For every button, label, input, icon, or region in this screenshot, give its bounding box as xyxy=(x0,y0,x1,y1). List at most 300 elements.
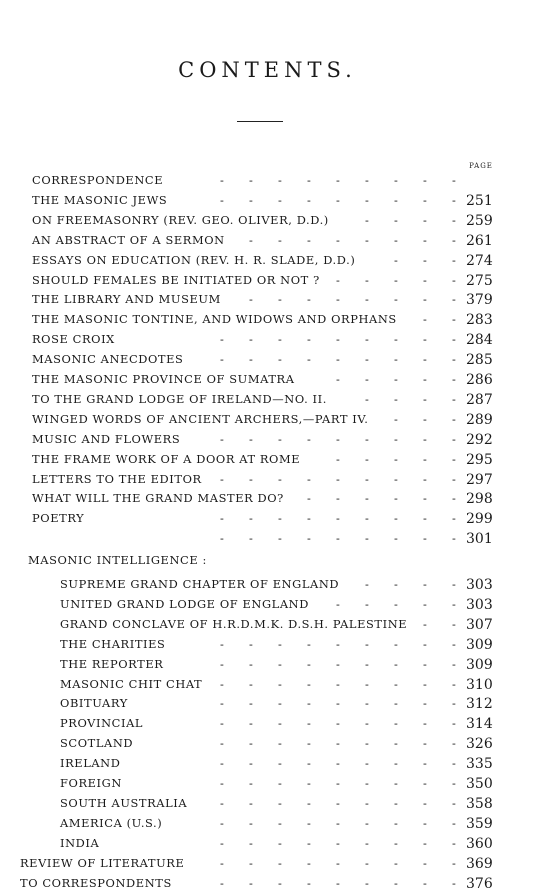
toc-entry xyxy=(0,289,535,309)
leader-dash: - xyxy=(336,736,341,751)
leader-dash: - xyxy=(394,252,399,267)
leader-dash: - xyxy=(394,511,399,526)
entry-page-number: 301 xyxy=(466,531,493,548)
entry-title: ESSAYS ON EDUCATION (REV. H. R. SLADE, D.D.) xyxy=(32,252,356,267)
entry-page-number: 297 xyxy=(466,471,493,488)
leader-dash: - xyxy=(423,173,428,187)
leader-dash: - xyxy=(278,716,283,731)
leader-dash: - xyxy=(452,716,457,731)
leader-dash: - xyxy=(278,232,283,247)
leader-dash: - xyxy=(336,795,341,810)
leader-dash: - xyxy=(278,636,283,651)
leader-dash: - xyxy=(394,471,399,486)
leader-dash: - xyxy=(307,332,312,347)
leader-dash: - xyxy=(394,531,399,546)
leader-dash: - xyxy=(336,596,341,611)
entry-page-number: 259 xyxy=(466,212,493,229)
entry-title: TO CORRESPONDENTS xyxy=(20,875,172,890)
leader-dash: - xyxy=(365,471,370,486)
leader-dash: - xyxy=(365,391,370,406)
leader-dash: - xyxy=(249,192,254,207)
toc-subentry xyxy=(0,674,535,694)
entry-page-number: 275 xyxy=(466,272,493,289)
leader-dash: - xyxy=(452,776,457,790)
leader-dash: - xyxy=(278,676,283,691)
entry-page-number: 298 xyxy=(466,491,493,508)
leader-dash: - xyxy=(423,531,428,546)
entry-page-number: 379 xyxy=(466,292,493,309)
leader-dash: - xyxy=(365,352,370,367)
entry-page-number: 309 xyxy=(466,636,493,653)
leader-dash: - xyxy=(307,471,312,486)
leader-dash: - xyxy=(249,835,254,850)
leader-dash: - xyxy=(423,696,428,711)
entry-title: REVIEW OF LITERATURE xyxy=(20,855,185,870)
leader-dash: - xyxy=(220,173,225,187)
leader-dash: - xyxy=(365,736,370,751)
leader-dash: - xyxy=(452,577,457,591)
entry-page-number: 287 xyxy=(466,391,493,408)
toc-subentry xyxy=(0,753,535,773)
leader-dash: - xyxy=(307,776,312,790)
leader-dash: - xyxy=(365,716,370,731)
leader-dash: - xyxy=(307,431,312,446)
leader-dash: - xyxy=(249,815,254,830)
leader-dash: - xyxy=(220,696,225,711)
leader-dash: - xyxy=(307,835,312,850)
leader-dash: - xyxy=(394,212,399,227)
leader-dash: - xyxy=(336,531,341,546)
toc-entry xyxy=(0,190,535,210)
entry-page-number: 285 xyxy=(466,352,493,369)
leader-dash: - xyxy=(220,531,225,546)
leader-dash: - xyxy=(423,815,428,830)
toc-subentry xyxy=(0,634,535,654)
entry-title: FOREIGN xyxy=(60,776,122,790)
leader-dash: - xyxy=(452,855,457,870)
leader-dash: - xyxy=(452,835,457,850)
entry-title: MASONIC ANECDOTES xyxy=(32,352,184,367)
leader-dash: - xyxy=(278,795,283,810)
leader-dash: - xyxy=(336,855,341,870)
entry-page-number: 286 xyxy=(466,372,493,388)
leader-dash: - xyxy=(220,332,225,347)
leader-dash: - xyxy=(336,352,341,367)
entry-page-number: 303 xyxy=(466,577,493,593)
entry-page-number: 309 xyxy=(466,656,493,673)
leader-dash: - xyxy=(278,815,283,830)
leader-dash: - xyxy=(336,173,341,187)
leader-dash: - xyxy=(365,656,370,671)
masonic-intelligence-heading: MASONIC INTELLIGENCE : xyxy=(28,553,207,568)
entry-page-number: 261 xyxy=(466,232,493,249)
leader-dash: - xyxy=(394,875,399,890)
toc-entry xyxy=(0,449,535,469)
entry-page-number: 289 xyxy=(466,411,493,428)
leader-dash: - xyxy=(394,716,399,731)
leader-dash: - xyxy=(423,391,428,406)
leader-dash: - xyxy=(278,736,283,751)
leader-dash: - xyxy=(423,577,428,591)
leader-dash: - xyxy=(365,795,370,810)
leader-dash: - xyxy=(220,756,225,771)
leader-dash: - xyxy=(249,232,254,247)
leader-dash: - xyxy=(423,596,428,611)
leader-dash: - xyxy=(394,636,399,651)
leader-dash: - xyxy=(423,451,428,466)
toc-entry xyxy=(0,528,535,548)
leader-dash: - xyxy=(452,596,457,611)
leader-dash: - xyxy=(336,776,341,790)
leader-dash: - xyxy=(220,352,225,367)
leader-dash: - xyxy=(394,815,399,830)
entry-title: THE MASONIC PROVINCE OF SUMATRA xyxy=(32,372,295,386)
entry-page-number: 326 xyxy=(466,736,493,753)
leader-dash: - xyxy=(452,173,457,187)
entry-title: THE MASONIC TONTINE, AND WIDOWS AND ORPHANS xyxy=(32,312,397,327)
leader-dash: - xyxy=(452,292,457,307)
leader-dash: - xyxy=(394,451,399,466)
leader-dash: - xyxy=(365,192,370,207)
leader-dash: - xyxy=(394,232,399,247)
leader-dash: - xyxy=(278,352,283,367)
leader-dash: - xyxy=(365,212,370,227)
leader-dash: - xyxy=(249,795,254,810)
toc-entry xyxy=(0,170,535,190)
entry-page-number: 369 xyxy=(466,855,493,872)
leader-dash: - xyxy=(452,232,457,247)
leader-dash: - xyxy=(452,332,457,347)
leader-dash: - xyxy=(394,272,399,287)
leader-dash: - xyxy=(249,776,254,790)
leader-dash: - xyxy=(249,332,254,347)
toc-entry xyxy=(0,853,535,873)
leader-dash: - xyxy=(394,756,399,771)
entry-page-number: 335 xyxy=(466,756,493,773)
leader-dash: - xyxy=(365,372,370,386)
leader-dash: - xyxy=(423,511,428,526)
entry-title: SUPREME GRAND CHAPTER OF ENGLAND xyxy=(60,577,340,591)
entry-title: THE LIBRARY AND MUSEUM xyxy=(32,292,221,307)
toc-subentry xyxy=(0,773,535,793)
leader-dash: - xyxy=(278,875,283,890)
entry-title: CORRESPONDENCE xyxy=(32,173,164,187)
leader-dash: - xyxy=(452,372,457,386)
leader-dash: - xyxy=(423,491,428,506)
leader-dash: - xyxy=(452,252,457,267)
entry-page-number: 292 xyxy=(466,431,493,448)
leader-dash: - xyxy=(394,596,399,611)
leader-dash: - xyxy=(452,756,457,771)
leader-dash: - xyxy=(394,656,399,671)
leader-dash: - xyxy=(452,272,457,287)
leader-dash: - xyxy=(220,431,225,446)
leader-dash: - xyxy=(249,531,254,546)
leader-dash: - xyxy=(394,192,399,207)
leader-dash: - xyxy=(365,636,370,651)
leader-dash: - xyxy=(220,875,225,890)
leader-dash: - xyxy=(249,511,254,526)
leader-dash: - xyxy=(394,776,399,790)
leader-dash: - xyxy=(365,511,370,526)
leader-dash: - xyxy=(423,736,428,751)
leader-dash: - xyxy=(452,352,457,367)
toc-entry xyxy=(0,369,535,389)
toc-entry xyxy=(0,429,535,449)
leader-dash: - xyxy=(423,756,428,771)
leader-dash: - xyxy=(307,676,312,691)
leader-dash: - xyxy=(394,855,399,870)
leader-dash: - xyxy=(423,636,428,651)
leader-dash: - xyxy=(336,292,341,307)
toc-subentry xyxy=(0,594,535,614)
leader-dash: - xyxy=(452,636,457,651)
entry-page-number: 312 xyxy=(466,696,493,713)
leader-dash: - xyxy=(249,352,254,367)
leader-dash: - xyxy=(307,855,312,870)
leader-dash: - xyxy=(336,756,341,771)
leader-dash: - xyxy=(365,577,370,591)
leader-dash: - xyxy=(394,332,399,347)
leader-dash: - xyxy=(365,491,370,506)
entry-page-number: 274 xyxy=(466,252,493,269)
leader-dash: - xyxy=(307,531,312,546)
leader-dash: - xyxy=(452,491,457,506)
leader-dash: - xyxy=(423,272,428,287)
toc-entry xyxy=(0,230,535,250)
toc-entry xyxy=(0,270,535,290)
leader-dash: - xyxy=(452,212,457,227)
leader-dash: - xyxy=(394,352,399,367)
leader-dash: - xyxy=(278,332,283,347)
leader-dash: - xyxy=(220,636,225,651)
leader-dash: - xyxy=(220,716,225,731)
entry-title: MASONIC CHIT CHAT xyxy=(60,676,203,691)
leader-dash: - xyxy=(278,835,283,850)
leader-dash: - xyxy=(249,636,254,651)
entry-page-number: 283 xyxy=(466,312,493,329)
leader-dash: - xyxy=(307,795,312,810)
leader-dash: - xyxy=(249,756,254,771)
leader-dash: - xyxy=(394,577,399,591)
page-title: CONTENTS. xyxy=(178,58,357,82)
entry-page-number: 359 xyxy=(466,815,493,832)
leader-dash: - xyxy=(307,192,312,207)
leader-dash: - xyxy=(336,676,341,691)
leader-dash: - xyxy=(452,411,457,426)
leader-dash: - xyxy=(278,696,283,711)
leader-dash: - xyxy=(336,372,341,386)
leader-dash: - xyxy=(452,676,457,691)
entry-title: MUSIC AND FLOWERS xyxy=(32,431,181,446)
entry-title: TO THE GRAND LODGE OF IRELAND—NO. II. xyxy=(32,391,327,406)
leader-dash: - xyxy=(452,471,457,486)
leader-dash: - xyxy=(220,511,225,526)
leader-dash: - xyxy=(307,511,312,526)
leader-dash: - xyxy=(278,292,283,307)
toc-subentry xyxy=(0,713,535,733)
leader-dash: - xyxy=(336,431,341,446)
leader-dash: - xyxy=(249,676,254,691)
leader-dash: - xyxy=(365,431,370,446)
leader-dash: - xyxy=(423,716,428,731)
leader-dash: - xyxy=(336,232,341,247)
leader-dash: - xyxy=(278,511,283,526)
toc-entry xyxy=(0,309,535,329)
leader-dash: - xyxy=(452,511,457,526)
toc-entry xyxy=(0,349,535,369)
toc-entry xyxy=(0,508,535,528)
leader-dash: - xyxy=(452,391,457,406)
leader-dash: - xyxy=(220,676,225,691)
leader-dash: - xyxy=(336,471,341,486)
leader-dash: - xyxy=(249,173,254,187)
leader-dash: - xyxy=(307,756,312,771)
leader-dash: - xyxy=(452,656,457,671)
leader-dash: - xyxy=(336,511,341,526)
leader-dash: - xyxy=(249,716,254,731)
toc-entry xyxy=(0,873,535,893)
leader-dash: - xyxy=(278,192,283,207)
leader-dash: - xyxy=(307,656,312,671)
leader-dash: - xyxy=(394,411,399,426)
leader-dash: - xyxy=(394,372,399,386)
leader-dash: - xyxy=(452,815,457,830)
leader-dash: - xyxy=(365,835,370,850)
leader-dash: - xyxy=(394,431,399,446)
entry-title: AMERICA (U.S.) xyxy=(60,815,163,830)
toc-entry xyxy=(0,469,535,489)
leader-dash: - xyxy=(365,696,370,711)
leader-dash: - xyxy=(249,292,254,307)
leader-dash: - xyxy=(307,736,312,751)
entry-title: UNITED GRAND LODGE OF ENGLAND xyxy=(60,596,309,611)
leader-dash: - xyxy=(220,471,225,486)
leader-dash: - xyxy=(249,855,254,870)
toc-subentry xyxy=(0,833,535,853)
leader-dash: - xyxy=(307,292,312,307)
leader-dash: - xyxy=(336,636,341,651)
leader-dash: - xyxy=(307,815,312,830)
entry-page-number: 376 xyxy=(466,875,493,892)
leader-dash: - xyxy=(336,815,341,830)
toc-subentry xyxy=(0,574,535,594)
leader-dash: - xyxy=(365,332,370,347)
entry-title: IRELAND xyxy=(60,756,121,771)
leader-dash: - xyxy=(423,776,428,790)
entry-title: SOUTH AUSTRALIA xyxy=(60,795,188,810)
leader-dash: - xyxy=(278,471,283,486)
leader-dash: - xyxy=(423,232,428,247)
toc-entry xyxy=(0,409,535,429)
leader-dash: - xyxy=(394,676,399,691)
leader-dash: - xyxy=(336,875,341,890)
leader-dash: - xyxy=(423,855,428,870)
leader-dash: - xyxy=(220,855,225,870)
leader-dash: - xyxy=(365,815,370,830)
leader-dash: - xyxy=(394,736,399,751)
entry-title: WHAT WILL THE GRAND MASTER DO? xyxy=(32,491,284,506)
leader-dash: - xyxy=(394,173,399,187)
leader-dash: - xyxy=(220,656,225,671)
leader-dash: - xyxy=(278,756,283,771)
entry-title: INDIA xyxy=(60,835,100,850)
toc-entry xyxy=(0,210,535,230)
leader-dash: - xyxy=(336,192,341,207)
leader-dash: - xyxy=(423,352,428,367)
toc-subentry xyxy=(0,693,535,713)
leader-dash: - xyxy=(307,696,312,711)
page-column-heading: PAGE xyxy=(469,162,493,170)
entry-title: AN ABSTRACT OF A SERMON xyxy=(32,232,225,247)
entry-title: SHOULD FEMALES BE INITIATED OR NOT ? xyxy=(32,272,320,287)
leader-dash: - xyxy=(365,272,370,287)
leader-dash: - xyxy=(278,173,283,187)
leader-dash: - xyxy=(423,192,428,207)
leader-dash: - xyxy=(452,875,457,890)
leader-dash: - xyxy=(365,173,370,187)
leader-dash: - xyxy=(452,531,457,546)
leader-dash: - xyxy=(452,192,457,207)
entry-title: PROVINCIAL xyxy=(60,716,144,731)
entry-page-number: 360 xyxy=(466,835,493,852)
leader-dash: - xyxy=(423,292,428,307)
leader-dash: - xyxy=(423,656,428,671)
leader-dash: - xyxy=(394,391,399,406)
entry-title: LETTERS TO THE EDITOR xyxy=(32,471,202,486)
leader-dash: - xyxy=(452,431,457,446)
toc-entry xyxy=(0,329,535,349)
title-rule xyxy=(237,121,283,122)
leader-dash: - xyxy=(423,795,428,810)
toc-entry xyxy=(0,389,535,409)
leader-dash: - xyxy=(394,795,399,810)
leader-dash: - xyxy=(307,232,312,247)
entry-title: WINGED WORDS OF ANCIENT ARCHERS,—PART IV. xyxy=(32,411,369,426)
entry-title: THE FRAME WORK OF A DOOR AT ROME xyxy=(32,451,301,466)
leader-dash: - xyxy=(278,855,283,870)
leader-dash: - xyxy=(307,491,312,506)
leader-dash: - xyxy=(336,835,341,850)
leader-dash: - xyxy=(423,212,428,227)
toc-subentry xyxy=(0,733,535,753)
toc-subentry xyxy=(0,654,535,674)
leader-dash: - xyxy=(423,332,428,347)
leader-dash: - xyxy=(220,192,225,207)
leader-dash: - xyxy=(394,491,399,506)
leader-dash: - xyxy=(249,656,254,671)
leader-dash: - xyxy=(249,471,254,486)
leader-dash: - xyxy=(452,795,457,810)
leader-dash: - xyxy=(336,272,341,287)
leader-dash: - xyxy=(365,875,370,890)
leader-dash: - xyxy=(365,292,370,307)
leader-dash: - xyxy=(307,173,312,187)
leader-dash: - xyxy=(220,736,225,751)
leader-dash: - xyxy=(220,776,225,790)
leader-dash: - xyxy=(307,875,312,890)
leader-dash: - xyxy=(365,596,370,611)
entry-page-number: 350 xyxy=(466,776,493,792)
entry-title: SCOTLAND xyxy=(60,736,134,751)
leader-dash: - xyxy=(336,696,341,711)
leader-dash: - xyxy=(452,312,457,327)
entry-title: POETRY xyxy=(32,511,85,526)
leader-dash: - xyxy=(249,696,254,711)
entry-title: OBITUARY xyxy=(60,696,128,711)
entry-title: THE CHARITIES xyxy=(60,636,166,651)
leader-dash: - xyxy=(423,411,428,426)
